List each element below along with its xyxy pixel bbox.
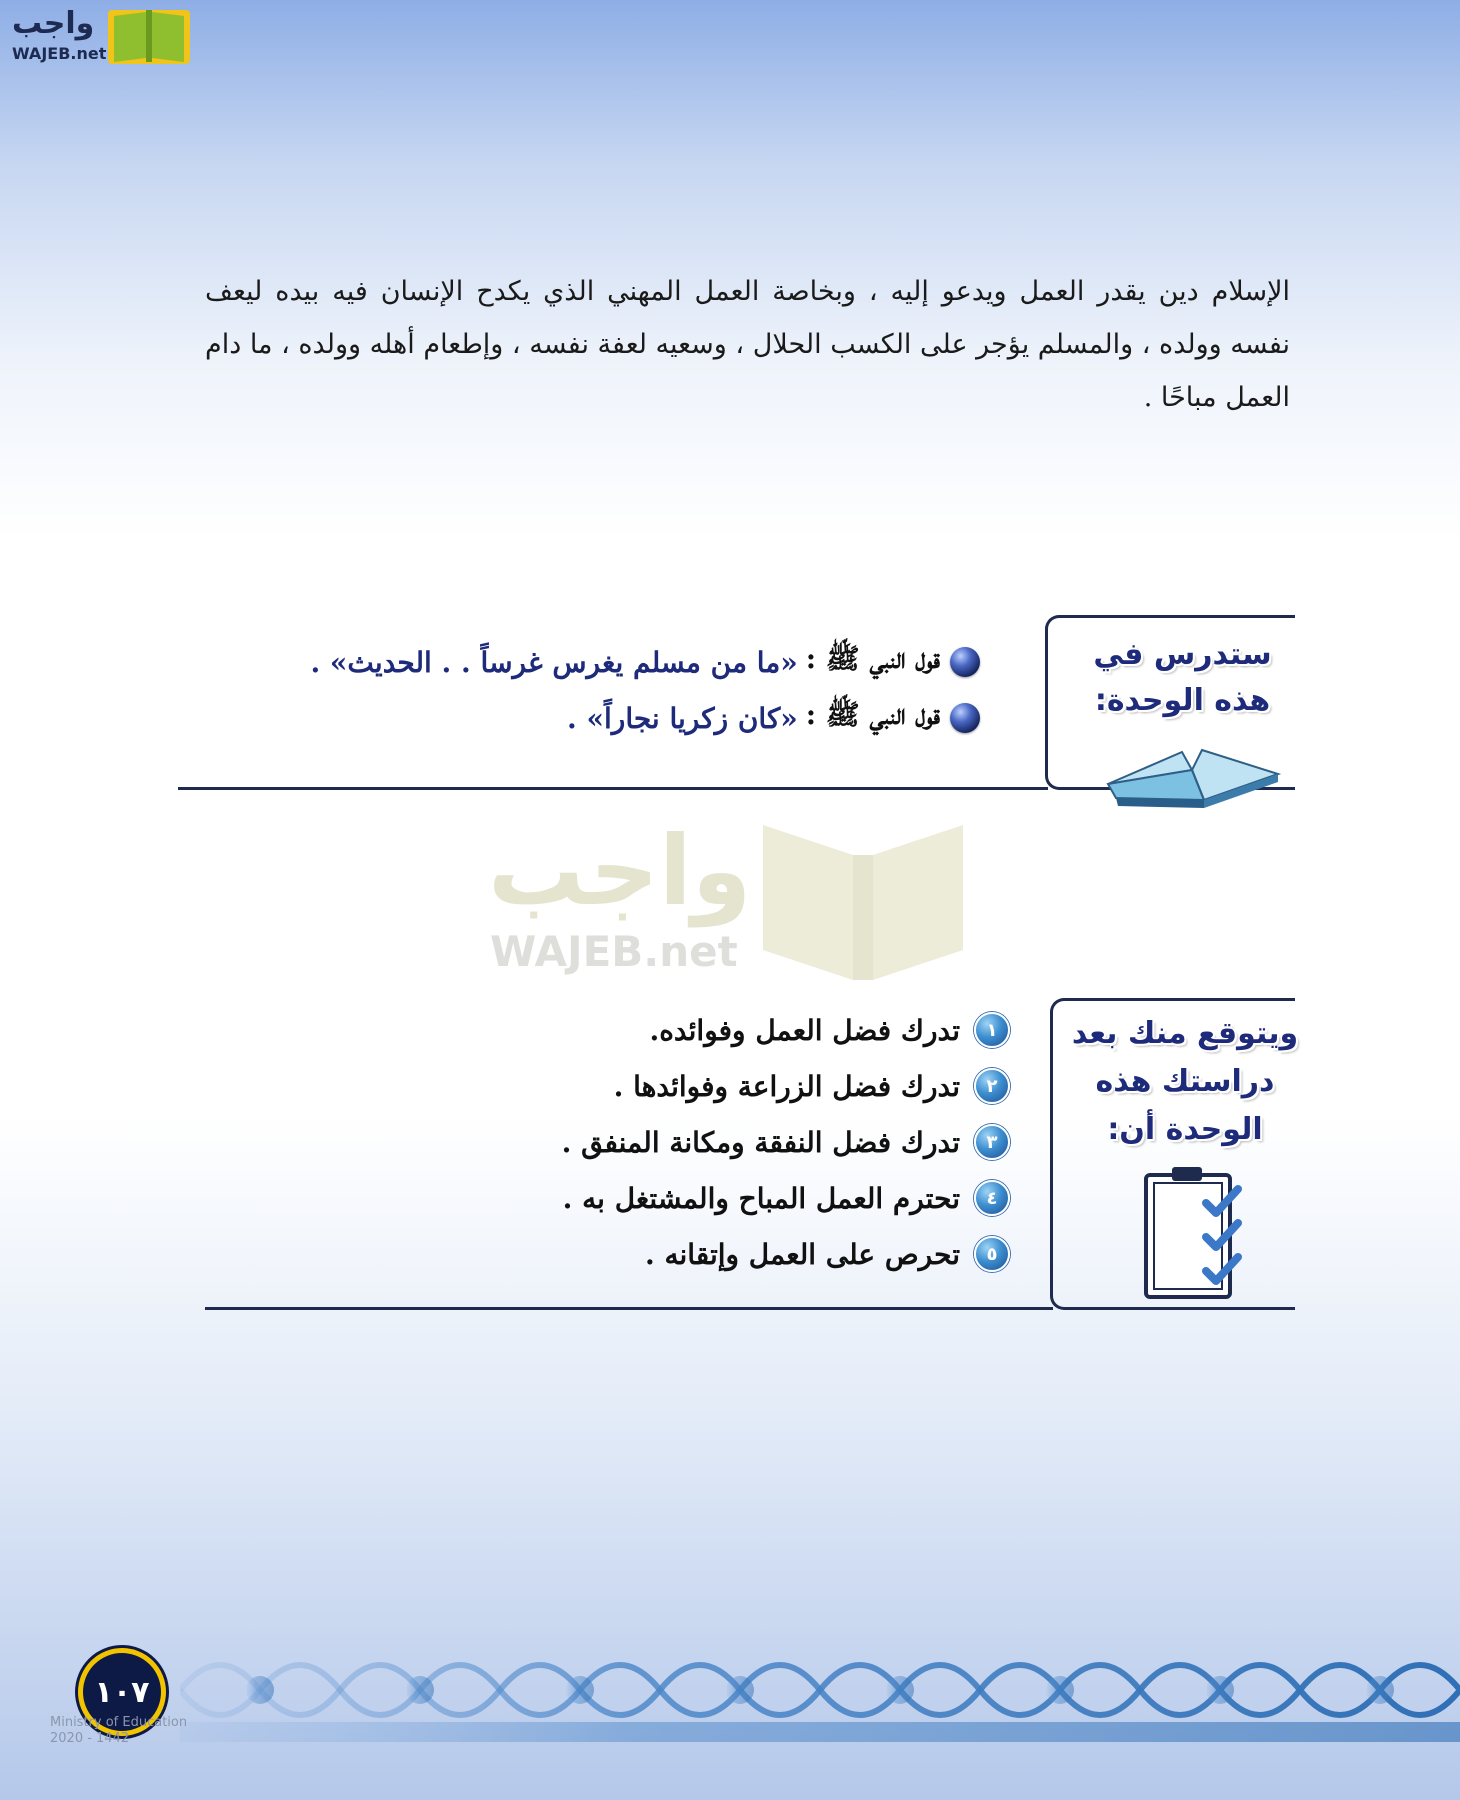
study-item-prefix: قول النبي ﷺ : [805, 642, 940, 675]
open-book-icon [1100, 738, 1285, 813]
study-item-quote: «كان زكريا نجاراً» . [567, 701, 798, 735]
goals-list [520, 1002, 1010, 1282]
intro-paragraph: الإسلام دين يقدر العمل ويدعو إليه ، وبخاصة العمل المهني الذي يكدح الإنسان فيه بيده ليعف نفسه وولده ، والمسلم يؤجر على الكسب الحلال ، وسعيه لعفة نفسه ، وإطعام أهله وولده ، ما دام العمل مباحًا . [205, 276, 1290, 413]
goals-heading [1070, 1010, 1300, 1154]
goal-number-badge: ٣ [974, 1124, 1010, 1160]
ministry-line1: Ministry of Education [50, 1715, 188, 1730]
study-item-quote: «ما من مسلم يغرس غرساً . . الحديث» . [310, 645, 798, 679]
goal-text: تحرص على العمل وإتقانه . [644, 1237, 960, 1271]
logo-latin-text: WAJEB.net [12, 44, 107, 63]
goal-text: تدرك فضل العمل وفوائده. [649, 1013, 960, 1047]
book-logo-icon [108, 6, 190, 66]
ministry-caption [50, 1715, 187, 1747]
goal-number-badge: ٥ [974, 1236, 1010, 1272]
bullet-icon [950, 647, 980, 677]
study-box-underline [178, 787, 1048, 790]
goal-text: تدرك فضل النفقة ومكانة المنفق . [561, 1125, 960, 1159]
goal-text: تحترم العمل المباح والمشتغل به . [562, 1181, 960, 1215]
study-heading-line1: ستدرس في [1093, 637, 1272, 672]
ornamental-border [180, 1630, 1460, 1750]
watermark-latin: WAJEB.net [490, 927, 738, 976]
goals-heading-line2: دراستك هذه [1095, 1064, 1275, 1099]
ministry-line2: 2020 - 1442 [50, 1731, 130, 1746]
logo-arabic-text: واجب [12, 6, 95, 41]
bullet-icon [950, 703, 980, 733]
goal-item [520, 1114, 1010, 1170]
goals-heading-line1: ويتوقع منك بعد [1071, 1016, 1299, 1051]
study-heading-line2: هذه الوحدة: [1094, 683, 1271, 718]
study-item [310, 634, 980, 690]
goal-number-badge: ٤ [974, 1180, 1010, 1216]
goal-item [520, 1058, 1010, 1114]
goal-text: تدرك فضل الزراعة وفوائدها . [613, 1069, 960, 1103]
study-heading [1075, 632, 1290, 724]
goal-number-badge: ١ [974, 1012, 1010, 1048]
watermark-arabic: واجب [488, 815, 752, 927]
study-list [310, 634, 980, 746]
goal-number-badge: ٢ [974, 1068, 1010, 1104]
watermark-book-icon [753, 815, 973, 985]
study-item-prefix: قول النبي ﷺ : [805, 698, 940, 731]
page-number-badge: ١٠٧ [78, 1648, 166, 1736]
goal-item [520, 1226, 1010, 1282]
site-logo[interactable] [10, 6, 190, 68]
study-item [340, 690, 980, 746]
goals-heading-line3: الوحدة أن: [1107, 1112, 1263, 1147]
watermark [488, 815, 1008, 985]
goal-item [520, 1170, 1010, 1226]
checklist-icon [1140, 1165, 1250, 1305]
goals-box-underline [205, 1307, 1053, 1310]
goal-item [520, 1002, 1010, 1058]
